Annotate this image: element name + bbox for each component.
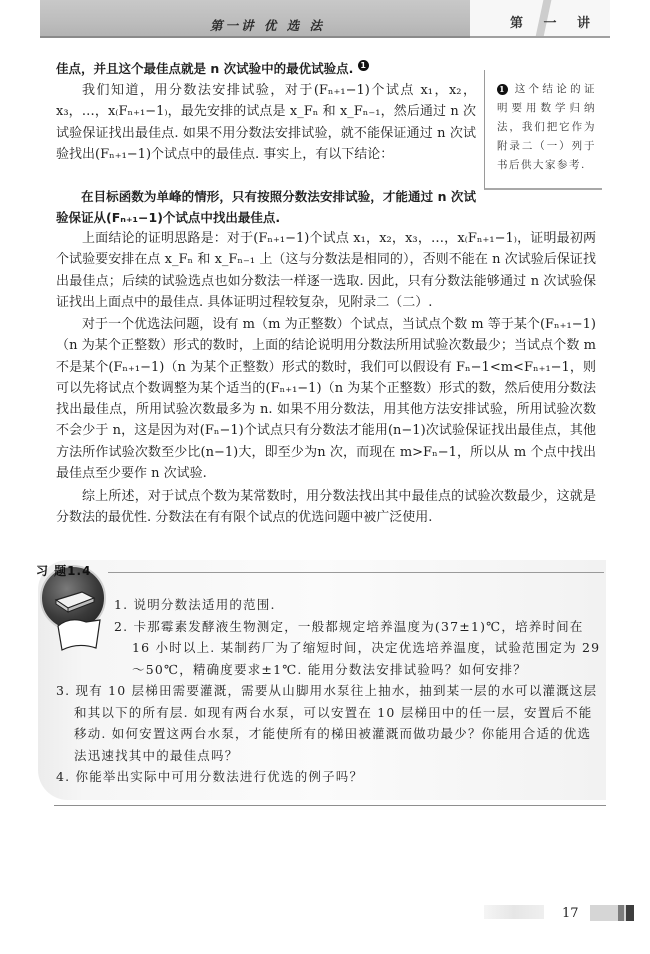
exercise-bottom-rule bbox=[54, 805, 606, 806]
running-header bbox=[40, 0, 480, 38]
paragraph-1-text: 佳点，并且这个最佳点就是 n 次试验中的最优试验点. bbox=[56, 61, 354, 76]
paragraph-6-text: 综上所述，对于试点个数为某常数时，用分数法找出其中最佳点的试验次数最少，这就是分数法的最优性. 分数法在有有限个试点的优选问题中被广泛使用. bbox=[56, 489, 596, 526]
paragraph-5 bbox=[56, 314, 596, 484]
paragraph-4 bbox=[56, 228, 596, 313]
paragraph-4-text: 上面结论的证明思路是：对于(Fₙ₊₁−1)个试点 x₁，x₂，x₃，…，x₍Fₙ₊₁−1₎，证明最初两个试验要安排在点 x_Fₙ 和 x_Fₙ₋₁ 上（这与分数法是相同的），否则不能在 n 次试验后保证找出最佳点；后续的试验选点也如分数法一样逐一选取. 因此，只有分数法能够通过 n 次试验保证找出上面点中的最佳点. 具体证明过程较复杂，见附录二（二）. bbox=[56, 231, 596, 310]
exercise-item-4: 4. 你能举出实际中可用分数法进行优选的例子吗？ bbox=[56, 769, 364, 784]
sidebar-note bbox=[484, 70, 602, 190]
chapter-label: 第 一 讲 bbox=[510, 16, 599, 31]
footer-bar-accent bbox=[618, 905, 624, 921]
page-number: 17 bbox=[562, 906, 579, 921]
section-title: 第一讲 优 选 法 bbox=[210, 18, 326, 33]
paragraph-1 bbox=[56, 58, 476, 79]
exercise-item-3: 3. 现有 10 层梯田需要灌溉，需要从山脚用水泵往上抽水，抽到某一层的水可以灌溉这层和其以下的所有层. 如现有两台水泵，可以安置在 10 层梯田中的任一层，安置后不能移动. 如何安置这两台水泵，才能使所有的梯田被灌溉而做功最少？你能用合适的优选法迅速找其中的最佳点吗？ bbox=[56, 683, 598, 763]
paragraph-2-text: 我们知道，用分数法安排试验，对于(Fₙ₊₁−1)个试点 x₁，x₂，x₃，…，x₍Fₙ₊₁−1₎，最先安排的试点是 x_Fₙ 和 x_Fₙ₋₁，然后通过 n 次试验保证找出最佳点. 如果不用分数法安排试验，就不能保证通过 n 次试验找出(Fₙ₊₁−1)个试点中的最佳点. 事实上，有以下结论： bbox=[56, 83, 476, 162]
paragraph-5-text: 对于一个优选法问题，设有 m（m 为正整数）个试点，当试点个数 m 等于某个(Fₙ₊₁−1)（n 为某个正整数）形式的数时，上面的结论说明用分数法所用试验次数最少；当试点个数 m 不是某个(Fₙ₊₁−1)（n 为某个正整数）形式的数时，我们可以假设有 Fₙ−1<m<Fₙ₊₁−1，则可以先将试点个数调整为某个适当的(Fₙ₊₁−1)（n 为某个正整数）形式的数，然后使用分数法找出最佳点，所用试验次数最多为 n. 如果不用分数法，用其他方法安排试验，所用试验次数不会少于 n，这是因为对(Fₙ−1)个试点只有分数法才能用(n−1)次试验保证找出最佳点，其他方法所作试验次数至少比(n−1)大，即至少为n 次，而现在 m>Fₙ−1，所以从 m 个点中找出最佳点至少要作 n 次试验. bbox=[56, 317, 596, 482]
exercise-list bbox=[56, 590, 602, 788]
chapter-tab bbox=[470, 0, 610, 38]
footer-decoration bbox=[484, 905, 544, 919]
exercise-top-rule bbox=[108, 572, 604, 573]
exercise-item-1: 1. 说明分数法适用的范围. bbox=[114, 597, 276, 612]
sidebar-note-text: 这个结论的证明要用数学归纳法，我们把它作为附录二（一）列于书后供大家参考. bbox=[497, 83, 596, 171]
paragraph-2 bbox=[56, 80, 476, 165]
paragraph-6 bbox=[56, 486, 596, 529]
footer-bar-accent-dark bbox=[626, 905, 634, 921]
theorem-text: 在目标函数为单峰的情形，只有按照分数法安排试验，才能通过 n 次试验保证从(Fₙ₊₁−1)个试点中找出最佳点. bbox=[56, 189, 476, 226]
theorem-paragraph bbox=[56, 186, 476, 229]
exercise-item-2: 2. 卡那霉素发酵液生物测定，一般都规定培养温度为(37±1)℃，培养时间在 16 小时以上. 某制药厂为了缩短时间，决定优选培养温度，试验范围定为 29～50℃，精确度要求±1℃. 能用分数法安排试验吗？如何安排？ bbox=[114, 618, 601, 677]
exercise-badge-label: 习 题1.4 bbox=[36, 564, 92, 578]
footnote-marker-icon: 1 bbox=[358, 60, 369, 71]
footnote-marker-icon: 1 bbox=[498, 83, 507, 94]
